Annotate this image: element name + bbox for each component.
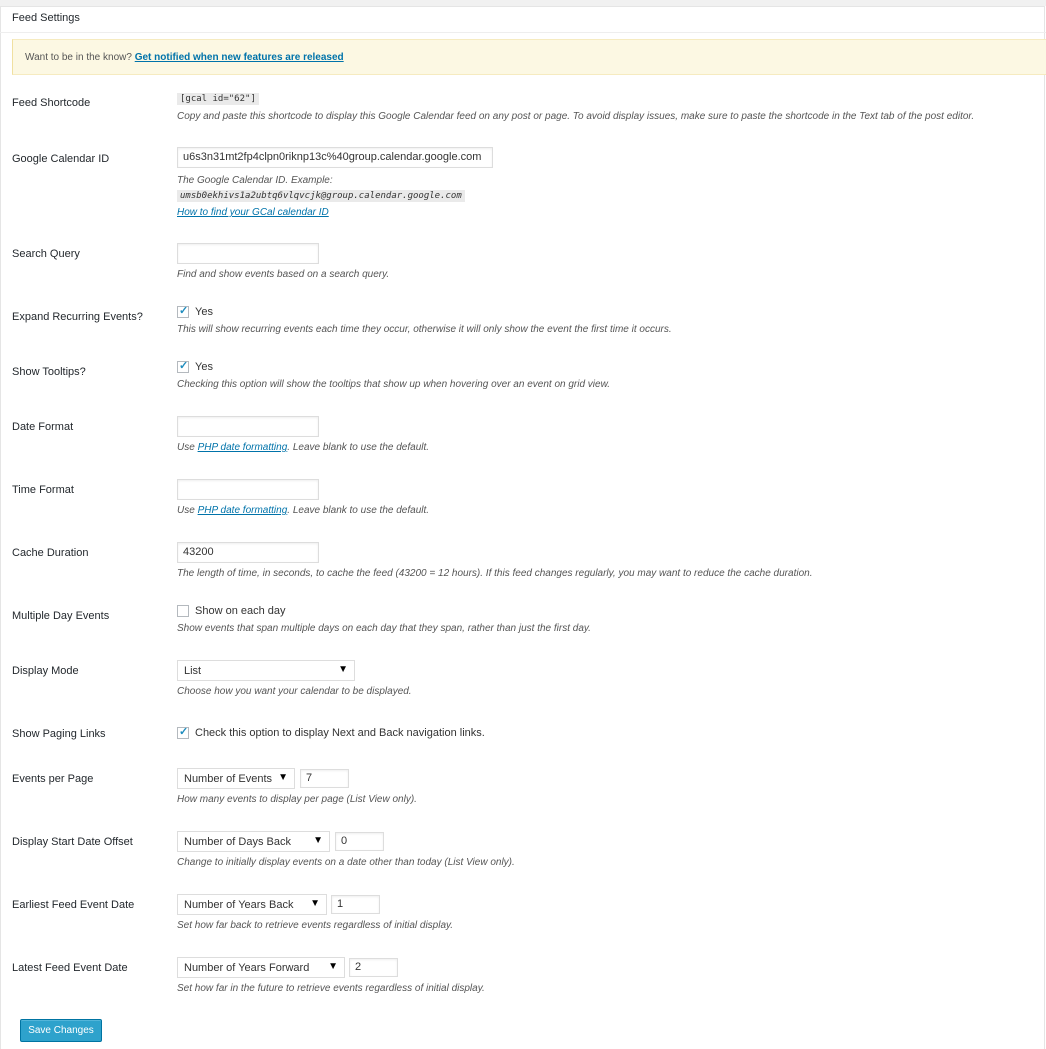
per-page-select-value: Number of Events xyxy=(184,773,273,785)
cache-label: Cache Duration xyxy=(12,547,89,559)
notice-text-wrap xyxy=(25,52,344,63)
earliest-select-value: Number of Years Back xyxy=(184,899,294,911)
time-format-desc xyxy=(177,505,429,516)
start-offset-desc: Change to initially display events on a date other than today (List View only). xyxy=(177,857,515,868)
tooltips-desc: Checking this option will show the tooltips that show up when hovering over an event on grid view. xyxy=(177,379,611,390)
earliest-desc: Set how far back to retrieve events regardless of initial display. xyxy=(177,920,454,931)
panel-title: Feed Settings xyxy=(12,12,80,24)
earliest-label: Earliest Feed Event Date xyxy=(12,899,135,911)
search-desc: Find and show events based on a search query. xyxy=(177,269,390,280)
display-mode-desc: Choose how you want your calendar to be displayed. xyxy=(177,686,412,697)
per-page-select[interactable] xyxy=(177,768,295,789)
time-format-php-link[interactable]: PHP date formatting xyxy=(197,505,288,516)
shortcode-label: Feed Shortcode xyxy=(12,97,91,109)
title-divider xyxy=(0,32,1046,33)
latest-desc: Set how far in the future to retrieve events regardless of initial display. xyxy=(177,983,485,994)
expand-label: Expand Recurring Events? xyxy=(12,311,143,323)
multi-day-cb-label: Show on each day xyxy=(195,605,286,617)
dropdown-arrow-icon: ▼ xyxy=(313,835,323,846)
shortcode-desc: Copy and paste this shortcode to display this Google Calendar feed on any post or page. To avoid display issues, make sure to paste the shortcode in the Text tab of the post editor. xyxy=(177,111,975,122)
time-format-input[interactable] xyxy=(177,479,319,500)
tooltips-checkbox[interactable] xyxy=(177,361,189,373)
start-offset-select-value: Number of Days Back xyxy=(184,836,291,848)
latest-input[interactable]: 2 xyxy=(349,958,398,977)
multi-day-label: Multiple Day Events xyxy=(12,610,110,622)
time-format-desc-post: . Leave blank to use the default. xyxy=(287,505,430,516)
shortcode-code: [gcal id="62"] xyxy=(177,93,259,105)
checkmark-icon: ✓ xyxy=(179,360,189,372)
time-format-label: Time Format xyxy=(12,484,74,496)
latest-label: Latest Feed Event Date xyxy=(12,962,128,974)
calendar-id-input[interactable]: u6s3n31mt2fp4clpn0riknp13c%40group.calendar.google.com xyxy=(177,147,493,168)
display-mode-label: Display Mode xyxy=(12,665,79,677)
notice-link[interactable]: Get notified when new features are released xyxy=(134,52,344,63)
paging-cb-label: Check this option to display Next and Back navigation links. xyxy=(195,727,485,739)
multi-day-checkbox[interactable] xyxy=(177,605,189,617)
notice-banner xyxy=(12,39,1046,75)
expand-desc: This will show recurring events each time they occur, otherwise it will only show the event the first time it occurs. xyxy=(177,324,672,335)
paging-label: Show Paging Links xyxy=(12,728,106,740)
per-page-input[interactable]: 7 xyxy=(300,769,349,788)
notice-text: Want to be in the know? xyxy=(25,52,132,63)
calendar-id-example: umsb0ekhivs1a2ubtq6vlqvcjk@group.calendar.google.com xyxy=(177,190,465,202)
paging-checkbox[interactable] xyxy=(177,727,189,739)
cache-desc: The length of time, in seconds, to cache the feed (43200 = 12 hours). If this feed changes regularly, you may want to reduce the cache duration. xyxy=(177,568,813,579)
start-offset-label: Display Start Date Offset xyxy=(12,836,133,848)
dropdown-arrow-icon: ▼ xyxy=(278,772,288,783)
per-page-desc: How many events to display per page (List View only). xyxy=(177,794,417,805)
checkmark-icon: ✓ xyxy=(179,305,189,317)
calendar-id-label: Google Calendar ID xyxy=(12,153,110,165)
save-changes-button[interactable]: Save Changes xyxy=(20,1019,102,1042)
time-format-desc-pre: Use xyxy=(177,505,195,516)
calendar-id-desc: The Google Calendar ID. Example: xyxy=(177,175,333,186)
calendar-id-help-wrap xyxy=(177,207,329,218)
display-mode-select[interactable] xyxy=(177,660,355,681)
start-offset-input[interactable]: 0 xyxy=(335,832,384,851)
dropdown-arrow-icon: ▼ xyxy=(338,664,348,675)
earliest-input[interactable]: 1 xyxy=(331,895,380,914)
date-format-input[interactable] xyxy=(177,416,319,437)
date-format-php-link[interactable]: PHP date formatting xyxy=(197,442,288,453)
date-format-desc-post: . Leave blank to use the default. xyxy=(287,442,430,453)
earliest-select[interactable] xyxy=(177,894,327,915)
calendar-id-help-link[interactable]: How to find your GCal calendar ID xyxy=(177,207,329,218)
latest-select[interactable] xyxy=(177,957,345,978)
checkmark-icon: ✓ xyxy=(179,726,189,738)
expand-cb-label: Yes xyxy=(195,306,213,318)
settings-panel xyxy=(0,6,1045,1049)
search-label: Search Query xyxy=(12,248,80,260)
date-format-desc-pre: Use xyxy=(177,442,195,453)
cache-input[interactable]: 43200 xyxy=(177,542,319,563)
tooltips-label: Show Tooltips? xyxy=(12,366,86,378)
multi-day-desc: Show events that span multiple days on each day that they span, rather than just the first day. xyxy=(177,623,591,634)
expand-checkbox[interactable] xyxy=(177,306,189,318)
date-format-label: Date Format xyxy=(12,421,74,433)
per-page-label: Events per Page xyxy=(12,773,94,785)
dropdown-arrow-icon: ▼ xyxy=(310,898,320,909)
start-offset-select[interactable] xyxy=(177,831,330,852)
date-format-desc xyxy=(177,442,429,453)
latest-select-value: Number of Years Forward xyxy=(184,962,310,974)
search-input[interactable] xyxy=(177,243,319,264)
dropdown-arrow-icon: ▼ xyxy=(328,961,338,972)
tooltips-cb-label: Yes xyxy=(195,361,213,373)
display-mode-value: List xyxy=(184,665,202,677)
